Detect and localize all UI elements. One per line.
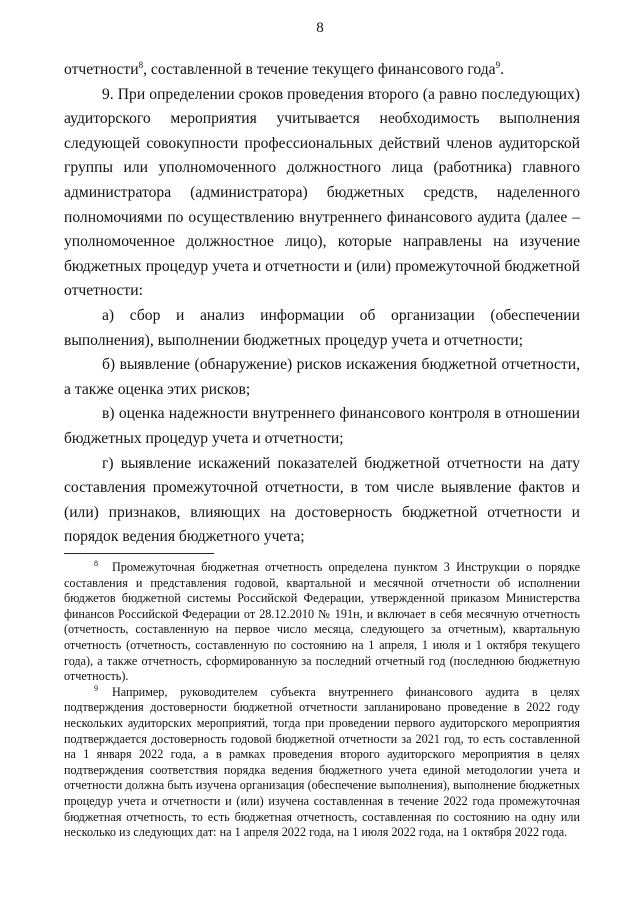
page-number: 8 [316,20,324,36]
footnote-mark: 9 [94,683,98,693]
list-item-g: г) выявление искажений показателей бюджетной отчетности на дату составления промежуточной отчетности, в том числе выявление фактов и (или) признаков, влияющих на достоверность бюджетной отчетности и порядок ведения бюджетного учета; [64,454,580,546]
footnote-text: Промежуточная бюджетная отчетность определена пунктом 3 Инструкции о порядке составления и представления годовой, квартальной и месячной отчетности об исполнении бюджетов бюджетной системы Российской Федерации, утвержденной приказом Министерства финансов Российской Федерации от 28.12.2010 № 191н, и включает в себя месячную отчетность (отчетность, составленную на первое число месяца, следующего за отчетным), квартальную отчетность (отчетность, составленную по состоянию на 1 апреля, 1 июля и 1 октября текущего года), а также отчетность, сформированную за последний отчетный год (последнюю бюджетную отчетность). [64,560,580,684]
footnote-8 [64,560,580,685]
footnote-9 [64,685,580,841]
footnote-text: Например, руководителем субъекта внутреннего финансового аудита в целях подтверждения достоверности бюджетной отчетности запланировано проведение в 2022 году нескольких аудиторских мероприятий, тогда при проведении первого аудиторского мероприятия подтверждается достоверность годовой бюджетной отчетности за 2021 год, то есть составленной на 1 января 2022 года, а в рамках проведения второго аудиторского мероприятия в целях подтверждения соответствия порядка ведения бюджетного учета единой методологии учета и отчетности должна быть изучена организация (обеспечение выполнения), выполнение бюджетных процедур учета и отчетности и (или) изучена составленная в течение 2022 года промежуточная бюджетная отчетность, то есть бюджетная отчетность, составленная по состоянию на одну или несколько из следующих дат: на 1 апреля 2022 года, на 1 июля 2022 года, на 1 октября 2022 года. [64,684,580,840]
continuation-text-2: , составленной в течение текущего финансового года [143,61,496,78]
main-body [64,58,580,550]
continuation-line [64,58,580,83]
footnote-ref-8[interactable]: 8 [138,59,144,70]
footnotes [64,560,580,841]
list-item-b: б) выявление (обнаружение) рисков искажения бюджетной отчетности, а также оценка этих рисков; [64,356,580,398]
list-item-v: в) оценка надежности внутреннего финансового контроля в отношении бюджетных процедур учета и отчетности; [64,405,580,447]
footnote-ref-9[interactable]: 9 [495,59,501,70]
footnote-separator [64,553,214,554]
list-item-a: а) сбор и анализ информации об организации (обеспечении выполнения), выполнении бюджетных процедур учета и отчетности; [64,306,580,349]
paragraph-9: 9. При определении сроков проведения второго (а равно последующих) аудиторского мероприятия учитывается необходимость выполнения следующей совокупности профессиональных действий членов аудиторской группы или уполномоченного должностного лица (работника) главного администратора (администратора) бюджетных средств, наделенного полномочиями по осуществлению внутреннего финансового аудита (далее – уполномоченное должностное лицо), которые направлены на изучение бюджетных процедур учета и отчетности и (или) промежуточной бюджетной отчетности: [64,85,580,300]
footnote-mark: 8 [94,558,98,568]
continuation-end: . [500,61,505,78]
continuation-text: отчетности [64,61,139,78]
